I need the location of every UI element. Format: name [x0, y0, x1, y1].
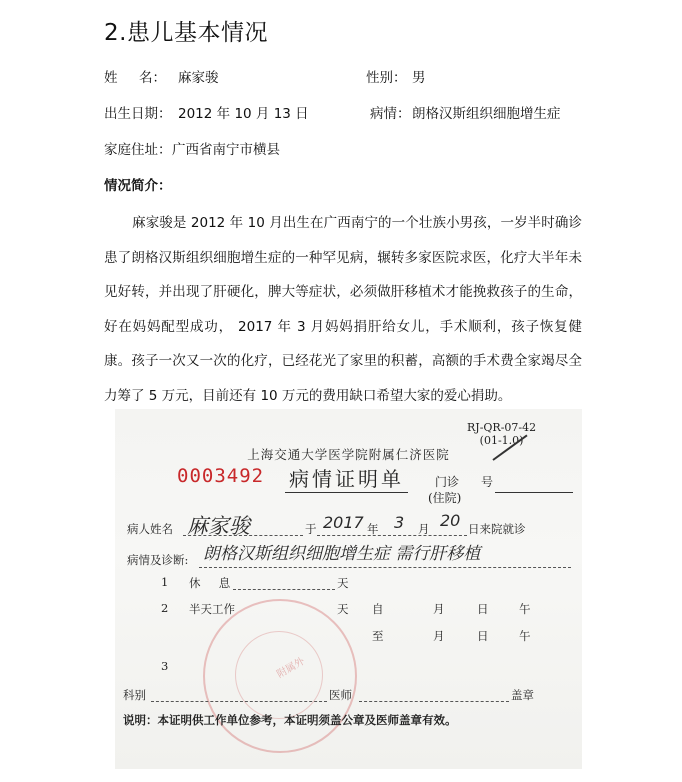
to-label: 至 — [372, 629, 384, 643]
half-day-work-label: 半天工作 — [189, 602, 235, 616]
patient-name-label: 病人姓名 — [127, 522, 173, 536]
page-title: 2.患儿基本情况 — [104, 20, 268, 46]
item-1-number: 1 — [161, 575, 169, 589]
from-noon-label: 午 — [519, 602, 531, 616]
seal-label: 盖章 — [511, 688, 534, 702]
name-label: 姓 名： — [104, 70, 166, 86]
to-noon-label: 午 — [519, 629, 531, 643]
diagnosis-underline — [199, 567, 571, 568]
department-underline — [151, 701, 327, 702]
month-handwritten: 3 — [394, 513, 405, 532]
summary-text: 麻家骏是 2012 年 10 月出生在广西南宁的一个壮族小男孩，一岁半时确诊患了朗格汉斯组织细胞增生症的一种罕见病，辗转多家医院求医，化疗大半年未见好转，并出现了肝硬化，脾大等症状，必须做肝移植术才能挽救孩子的生命，好在妈妈配型成功， 2017 年 3 月妈妈捐肝给女儿，手术顺利，孩子恢复健康。孩子一次又一次的化疗，已经花光了家里的积蓄，高额的手术费全家竭尽全力筹了 5 万元，目前还有 10 万元的费用缺口希望大家的爱心捐助。 — [104, 215, 582, 404]
doctor-label: 医师 — [329, 688, 352, 702]
dob-value: 2012 年 10 月 13 日 — [178, 106, 309, 122]
to-day-label: 日 — [477, 629, 489, 643]
rest-days-underline — [233, 589, 335, 590]
to-month-label: 月 — [433, 629, 445, 643]
department-label: 科别 — [123, 688, 146, 702]
name-value: 麻家骏 — [178, 70, 219, 86]
visit-date-suffix: 日来院就诊 — [468, 522, 526, 536]
patient-name-handwritten: 麻家骏 — [187, 514, 250, 538]
number-underline — [495, 492, 573, 493]
from-month-label: 月 — [433, 602, 445, 616]
year-label: 年 — [367, 522, 379, 536]
half-day-unit: 天 — [337, 602, 349, 616]
form-code-line-1: RJ-QR-07-42 — [467, 421, 537, 434]
hospital-name: 上海交通大学医学院附属仁济医院 — [247, 447, 450, 462]
dob-label: 出生日期： — [104, 106, 172, 122]
rest-label: 休 息 — [189, 576, 231, 590]
day-handwritten: 20 — [440, 511, 461, 530]
form-code-line-2: (01-1.0) — [479, 434, 524, 447]
diagnosis-label: 病情及诊断: — [127, 553, 189, 567]
certificate-title: 病情证明单 — [285, 463, 408, 493]
diagnosis-handwritten: 朗格汉斯组织细胞增生症 需行肝移植 — [203, 544, 481, 564]
month-label: 月 — [418, 522, 430, 536]
medical-certificate-photo — [115, 409, 582, 769]
rest-unit: 天 — [337, 576, 349, 590]
date-underline — [317, 535, 467, 536]
year-handwritten: 2017 — [323, 513, 364, 532]
opd-label: 门诊 — [435, 475, 460, 489]
gender-value: 男 — [412, 70, 426, 86]
item-3-number: 3 — [161, 659, 169, 673]
summary-paragraph — [104, 206, 582, 413]
address-value: 广西省南宁市横县 — [172, 142, 280, 158]
gender-label: 性别： — [366, 70, 407, 86]
condition-value: 朗格汉斯组织细胞增生症 — [412, 106, 561, 122]
serial-number: 0003492 — [177, 465, 265, 487]
certificate-note: 说明：本证明供工作单位参考，本证明须盖公章及医师盖章有效。 — [123, 713, 457, 727]
from-day-label: 日 — [477, 602, 489, 616]
from-label: 自 — [372, 602, 384, 616]
summary-label: 情况简介： — [104, 178, 172, 194]
on-label: 于 — [305, 522, 317, 536]
condition-label: 病情： — [370, 106, 411, 122]
doctor-underline — [359, 701, 509, 702]
patient-name-underline — [183, 535, 303, 536]
address-label: 家庭住址： — [104, 142, 172, 158]
item-2-number: 2 — [161, 601, 169, 615]
stamp-text: 附属外 — [275, 655, 307, 681]
number-label: 号 — [481, 475, 494, 489]
ipd-label: (住院) — [428, 491, 462, 505]
